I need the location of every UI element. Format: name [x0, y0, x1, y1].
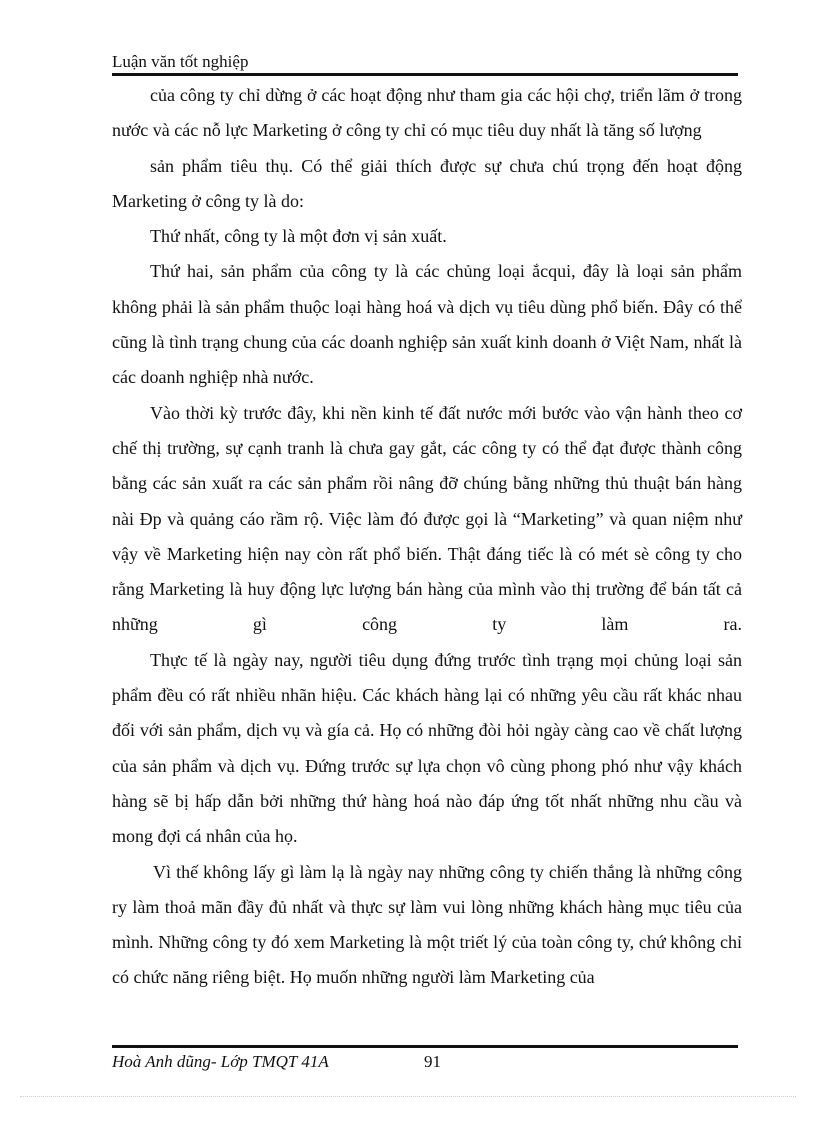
paragraph-1: của công ty chỉ dừng ở các hoạt động như tham gia các hội chợ, triển lãm ở trong nước và các nỗ lực Marketing ở công ty chỉ có mục tiêu duy nhất là tăng số lượng — [112, 85, 742, 141]
paragraph-6: Thực tế là ngày nay, người tiêu dụng đứng trước tình trạng mọi chủng loại sản phẩm đều có rất nhiều nhãn hiệu. Các khách hàng lại có những yêu cầu rất khác nhau đối với sản phẩm, dịch vụ và gía cả. Họ có những đòi hỏi ngày càng cao về chất lượng của sản phẩm và dịch vụ. Đứng trước sự lựa chọn vô cùng phong phó như vậy khách hàng sẽ bị hấp dẫn bởi những thứ hàng hoá nào đáp ứng tốt nhất những nhu cầu và mong đợi cá nhân của họ. — [112, 649, 742, 847]
paragraph-2: sản phẩm tiêu thụ. Có thể giải thích được sự chưa chú trọng đến hoạt động Marketing ở công ty là do: — [112, 155, 742, 211]
document-body — [112, 78, 742, 996]
running-header-title: Luận văn tốt nghiệp — [112, 52, 249, 71]
page-edge-divider — [20, 1096, 796, 1097]
header-rule — [112, 73, 738, 76]
paragraph-3: Thứ nhất, công ty là một đơn vị sản xuất. — [150, 226, 447, 247]
paragraph-5: Vào thời kỳ trước đây, khi nền kinh tế đất nước mới bước vào vận hành theo cơ chế thị trường, sự cạnh tranh là chưa gay gắt, các công ty có thể đạt được thành công bằng các sản xuất ra các sản phẩm rồi nâng đỡ chúng bằng những thủ thuật bán hàng nài Đp và quảng cáo rầm rộ. Việc làm đó được gọi là “Marketing” và quan niệm như vậy về Marketing hiện nay còn rất phổ biến. Thật đáng tiếc là có mét sè công ty cho rằng Marketing là huy động lực lượng bán hàng của mình vào thị trường để bán tất cả những gì công ty làm ra. — [112, 402, 742, 635]
footer-author: Hoà Anh dũng- Lớp TMQT 41A — [112, 1052, 329, 1071]
paragraph-4: Thứ hai, sản phẩm của công ty là các chủng loại ắcqui, đây là loại sản phẩm không phải là sản phẩm thuộc loại hàng hoá và dịch vụ tiêu dùng phổ biến. Đây có thể cũng là tình trạng chung của các doanh nghiệp sản xuất kinh doanh ở Việt Nam, nhất là các doanh nghiệp nhà nước. — [112, 261, 742, 388]
paragraph-7: Vì thế không lấy gì làm lạ là ngày nay những công ty chiến thắng là những công ry làm thoả mãn đầy đủ nhất và thực sự làm vui lòng những khách hàng mục tiêu của mình. Những công ty đó xem Marketing là một triết lý của toàn công ty, chứ không chỉ có chức năng riêng biệt. Họ muốn những người làm Marketing của — [112, 861, 742, 988]
page-number: 91 — [424, 1052, 441, 1071]
footer-rule — [112, 1045, 738, 1048]
